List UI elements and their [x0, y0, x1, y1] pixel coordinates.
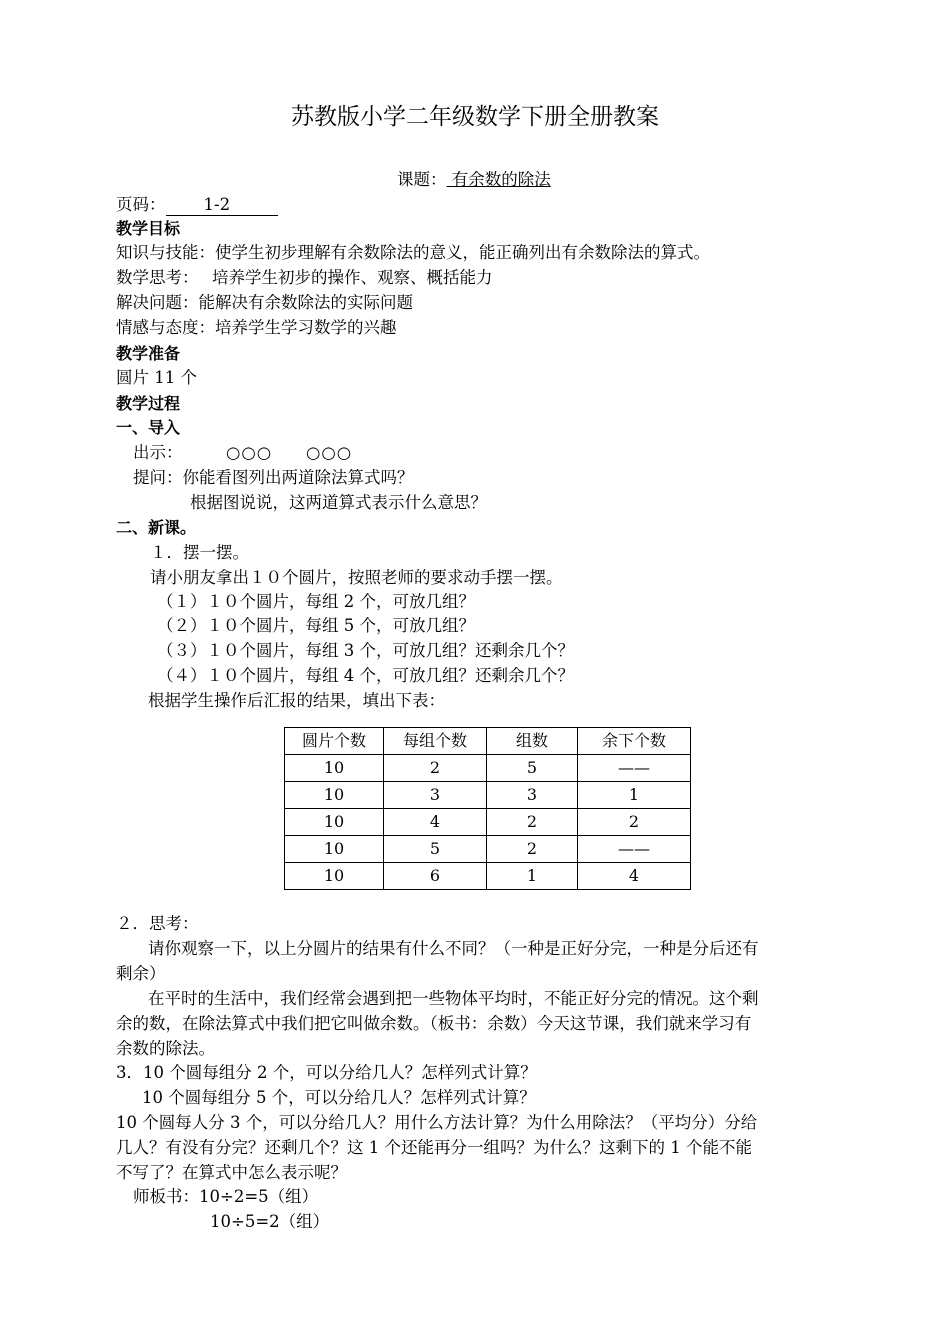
step-1-item-2: （２）１０个圆片，每组 5 个，可放几组？	[157, 616, 475, 635]
table-cell: 3	[384, 782, 487, 809]
step-3-line-1: 3．10 个圆每组分 2 个，可以分给几人？怎样列式计算？	[116, 1063, 537, 1082]
goal-knowledge: 知识与技能：使学生初步理解有余数除法的意义，能正确列出有余数除法的算式。	[116, 243, 710, 262]
table-row	[285, 863, 691, 890]
page-code	[116, 193, 278, 217]
step-2-title: ２．思考：	[116, 914, 199, 933]
header-cell: 余下个数	[578, 728, 691, 755]
table-cell: 3	[487, 782, 578, 809]
goals-heading: 教学目标	[116, 219, 181, 238]
step-3-line-2: 10 个圆每组分 5 个，可以分给几人？怎样列式计算？	[142, 1088, 536, 1107]
think-paragraph-2a: 在平时的生活中，我们经常会遇到把一些物体平均时，不能正好分完的情况。这个剩	[148, 989, 759, 1008]
think-paragraph-1b: 剩余）	[116, 964, 166, 983]
board-equation-2: 10÷5=2（组）	[210, 1212, 330, 1231]
table-cell: 10	[285, 755, 384, 782]
table-cell: 10	[285, 782, 384, 809]
board-equation-1: 10÷2=5（组）	[199, 1187, 319, 1206]
table-cell: 2	[487, 836, 578, 863]
table-cell: 6	[384, 863, 487, 890]
step-3-line-3: 10 个圆每人分 3 个，可以分给几人？用什么方法计算？为什么用除法？（平均分）分给	[116, 1113, 758, 1132]
board-label: 师板书：10÷2=5（组）	[133, 1187, 319, 1206]
step-1-title: １．摆一摆。	[150, 543, 249, 562]
table-intro: 根据学生操作后汇报的结果，填出下表：	[148, 691, 445, 710]
question-1: 提问：你能看图列出两道除法算式吗？	[133, 468, 414, 487]
think-paragraph-2b: 余的数，在除法算式中我们把它叫做余数。（板书：余数）今天这节课，我们就来学习有	[116, 1014, 752, 1033]
prep-text: 圆片 11 个	[116, 368, 197, 387]
table-cell: 2	[578, 809, 691, 836]
step-1-item-1: （１）１０个圆片，每组 2 个，可放几组？	[157, 592, 475, 611]
goal-thinking: 数学思考： 培养学生初步的操作、观察、概括能力	[116, 268, 493, 287]
goal-attitude: 情感与态度：培养学生学习数学的兴趣	[116, 318, 397, 337]
table-cell: 2	[384, 755, 487, 782]
table-row	[285, 782, 691, 809]
table-cell: 4	[384, 809, 487, 836]
circles-group-b: ○○○	[306, 443, 353, 462]
table-cell: ——	[578, 836, 691, 863]
header-cell: 每组个数	[384, 728, 487, 755]
table-cell: 1	[578, 782, 691, 809]
intro-heading: 一、导入	[116, 418, 181, 437]
new-lesson-heading: 二、新课。	[116, 518, 197, 537]
table-cell: 5	[487, 755, 578, 782]
prep-heading: 教学准备	[116, 344, 181, 363]
think-paragraph-1a: 请你观察一下，以上分圆片的结果有什么不同？（一种是正好分完，一种是分后还有	[148, 939, 759, 958]
table-row	[285, 809, 691, 836]
table-cell: 10	[285, 809, 384, 836]
step-3-line-5: 不写了？在算式中怎么表示呢？	[116, 1163, 347, 1182]
goal-problem-solving: 解决问题：能解决有余数除法的实际问题	[116, 293, 413, 312]
table-cell: 2	[487, 809, 578, 836]
header-cell: 组数	[487, 728, 578, 755]
lesson-topic-value: 有余数的除法	[451, 170, 551, 189]
page-code-value: 1-2	[166, 195, 278, 216]
table-header-row	[285, 728, 691, 755]
table-cell: 4	[578, 863, 691, 890]
document-title: 苏教版小学二年级数学下册全册教案	[291, 104, 659, 130]
table-cell: 10	[285, 836, 384, 863]
show-label: 出示：	[133, 443, 183, 462]
header-cell: 圆片个数	[285, 728, 384, 755]
table-row	[285, 755, 691, 782]
table-cell: ——	[578, 755, 691, 782]
table-cell: 5	[384, 836, 487, 863]
table-cell: 10	[285, 863, 384, 890]
step-1-item-4: （４）１０个圆片，每组 4 个，可放几组？还剩余几个？	[157, 666, 574, 685]
results-table	[284, 727, 691, 890]
table-row	[285, 836, 691, 863]
think-paragraph-2c: 余数的除法。	[116, 1039, 215, 1058]
lesson-topic	[397, 168, 551, 192]
step-1-item-3: （３）１０个圆片，每组 3 个，可放几组？还剩余几个？	[157, 641, 574, 660]
page-code-label: 页码：	[116, 195, 166, 214]
lesson-topic-label: 课题：	[397, 170, 447, 189]
question-2: 根据图说说，这两道算式表示什么意思？	[190, 493, 487, 512]
process-heading: 教学过程	[116, 394, 181, 413]
step-3-line-4: 几人？有没有分完？还剩几个？这 1 个还能再分一组吗？为什么？这剩下的 1 个能不能	[116, 1138, 752, 1157]
table-cell: 1	[487, 863, 578, 890]
step-1-instruction: 请小朋友拿出１０个圆片，按照老师的要求动手摆一摆。	[150, 568, 563, 587]
circles-group-a: ○○○	[226, 443, 273, 462]
